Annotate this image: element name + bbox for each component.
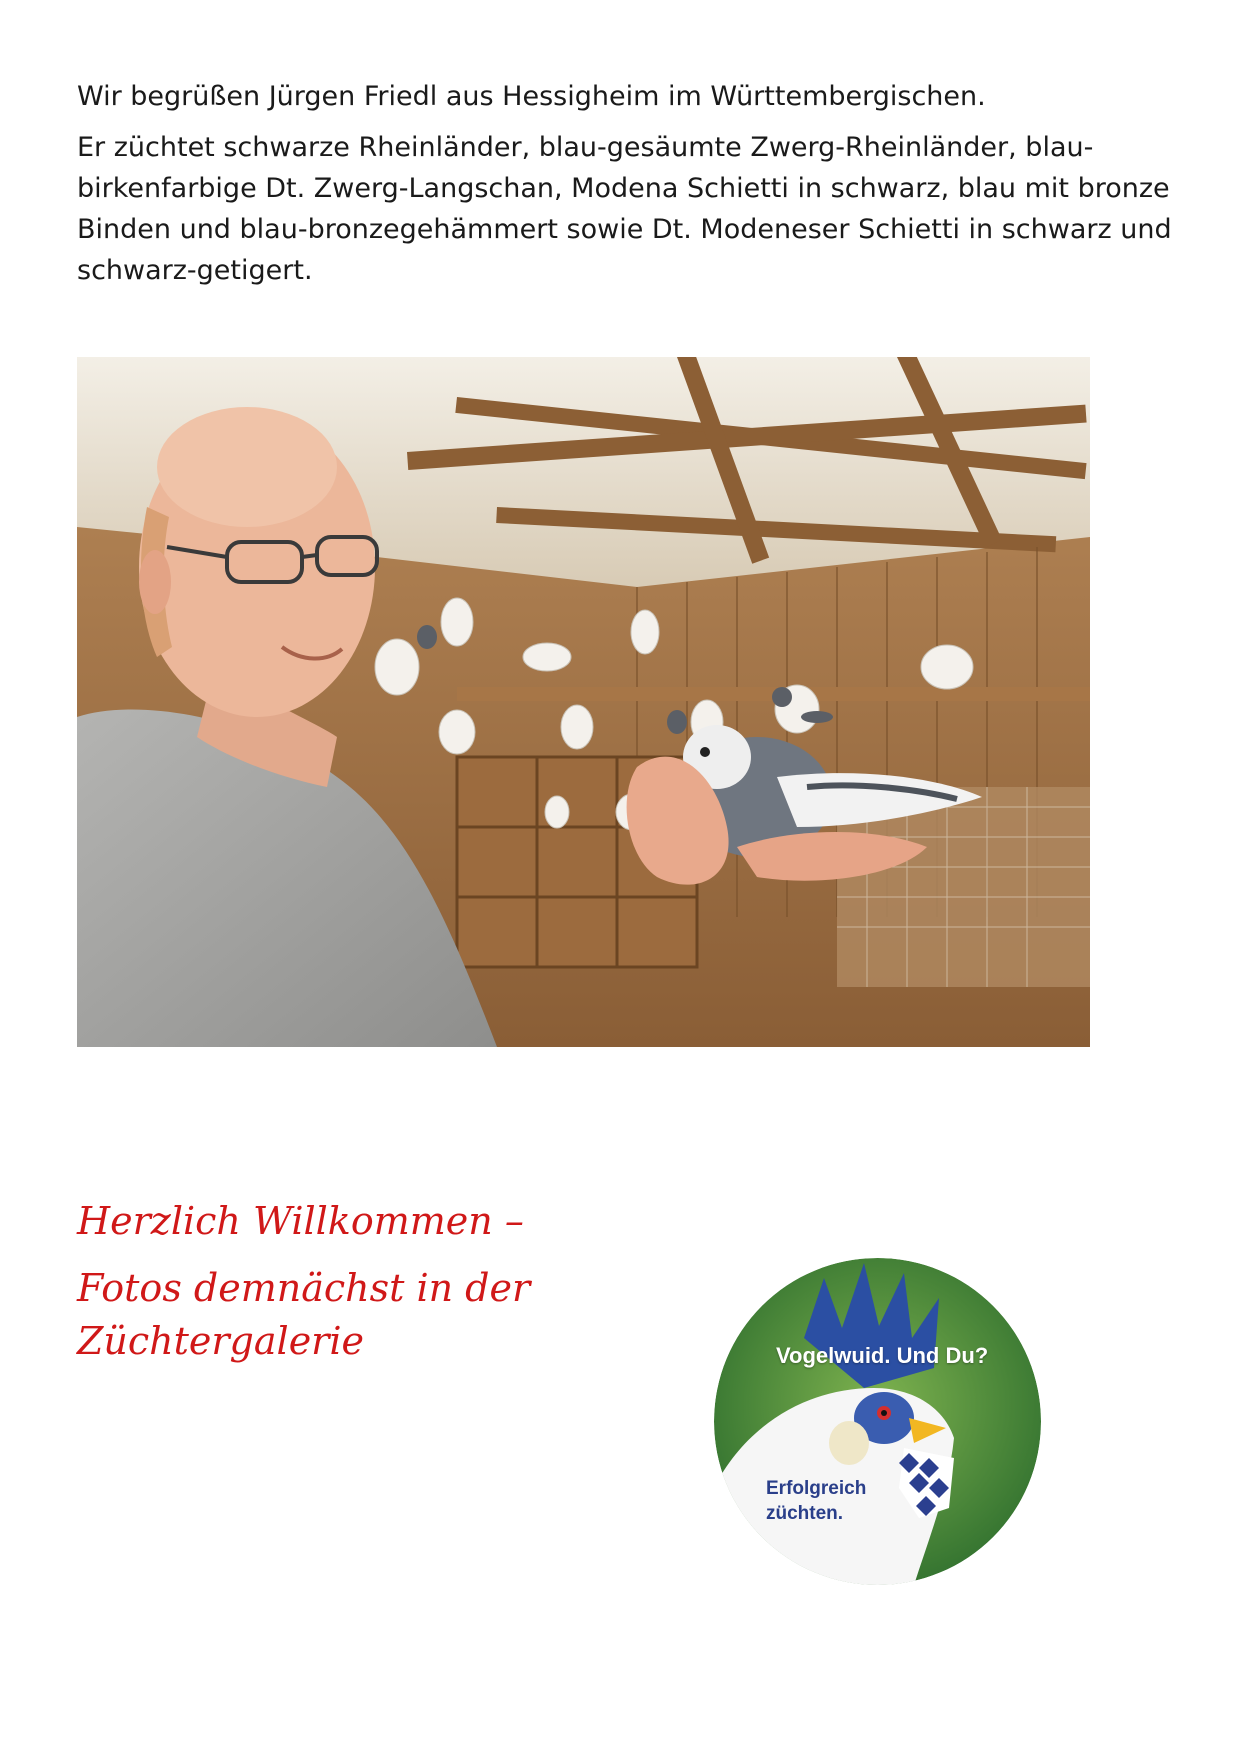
badge-claim-line1: Erfolgreich: [766, 1478, 867, 1499]
rooster-badge-graphic: [714, 1258, 1041, 1585]
welcome-heading: Herzlich Willkommen –: [77, 1199, 524, 1243]
greeting-paragraph: Wir begrüßen Jürgen Friedl aus Hessigheim im Württembergischen.: [77, 81, 986, 112]
breeder-photo: [77, 357, 1090, 1047]
vogelwuid-badge: [714, 1258, 1041, 1585]
intro-text-block: [77, 76, 1177, 301]
breeder-photo-illustration: [77, 357, 1090, 1047]
badge-claim: [766, 1476, 866, 1526]
badge-slogan: Vogelwuid. Und Du?: [776, 1343, 989, 1368]
badge-claim-line2: züchten.: [766, 1503, 844, 1524]
breeds-paragraph: Er züchtet schwarze Rheinländer, blau-gesäumte Zwerg-Rheinländer, blau-birkenfarbige Dt. Zwerg-Langschan, Modena Schietti in schwarz, blau mit bronze Binden und blau-bronzegehämmert sowie Dt. Modeneser Schietti in schwarz und schwarz-getigert.: [77, 132, 1172, 286]
welcome-message: [77, 1195, 637, 1368]
gallery-notice: Fotos demnächst in der Züchtergalerie: [77, 1266, 531, 1363]
